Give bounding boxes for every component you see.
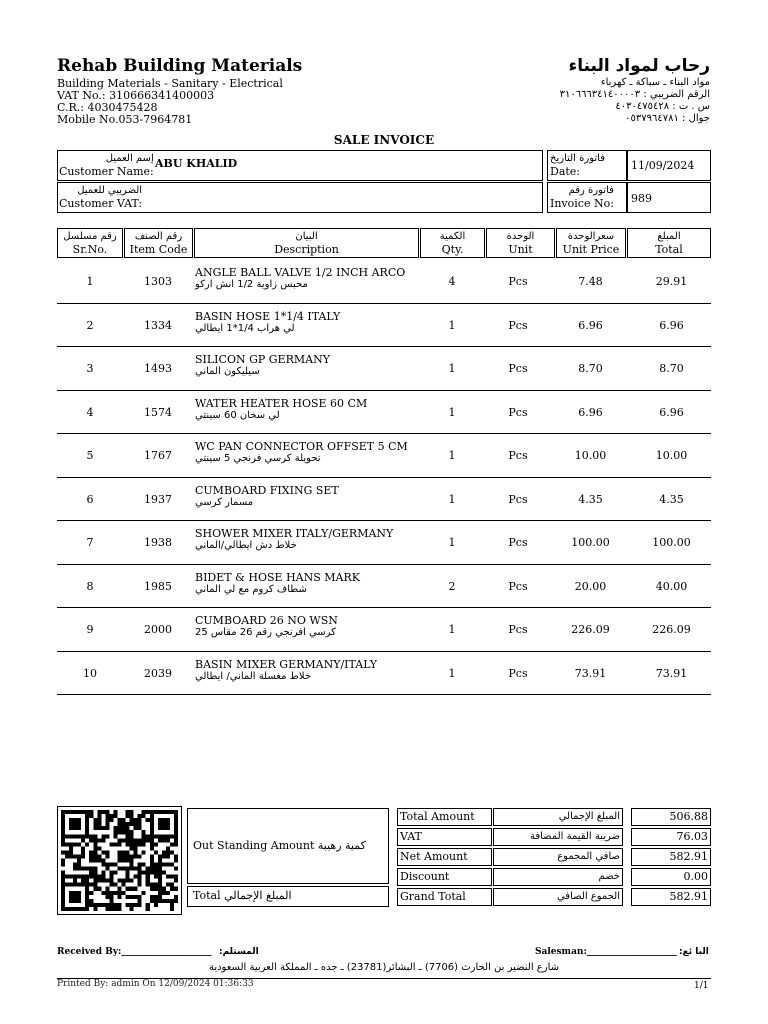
row-total: 73.91 — [655, 666, 688, 680]
row-sr-no: 3 — [86, 362, 94, 375]
row-qty: 2 — [448, 579, 456, 593]
salesman-field: Salesman:____________________ — [535, 947, 677, 957]
row-sr-no: 1 — [86, 275, 94, 288]
row-item-code: 1985 — [144, 579, 172, 593]
row-description-ar: خلاط مغسلة الماني/ ايطالي — [195, 670, 312, 682]
row-unit: Pcs — [508, 449, 528, 462]
row-unit-price: 4.35 — [578, 492, 603, 506]
row-description — [195, 353, 445, 377]
company-activity-ar: مواد البناء ـ سباكة ـ كهرباء — [600, 77, 710, 88]
summary-label-ar: المبلغ الإجمالي — [493, 808, 623, 826]
summary-label-en: VAT — [397, 828, 492, 846]
col-header-total — [627, 228, 711, 258]
row-description-ar: كرسي افرنجي رقم 26 مقاس 25 — [195, 627, 336, 638]
row-unit-price: 226.09 — [571, 623, 610, 636]
row-total: 40.00 — [655, 579, 688, 593]
row-qty: 1 — [448, 449, 456, 462]
row-qty: 1 — [448, 666, 456, 680]
salesman-label-ar: البا ئع: — [679, 947, 709, 957]
invoice-no-label-ar: فاتورة رقم — [568, 185, 614, 196]
table-row — [57, 478, 711, 522]
row-qty: 1 — [448, 362, 456, 375]
summary-label-en: Discount — [397, 868, 492, 886]
row-total: 10.00 — [655, 449, 688, 462]
col-header-item-code — [124, 228, 193, 258]
row-description — [195, 571, 445, 595]
col-header-srno-en: Sr.No. — [72, 243, 108, 256]
summary-label-ar: خصم — [493, 868, 623, 886]
row-description — [195, 266, 445, 290]
row-item-code: 1767 — [144, 449, 172, 462]
col-header-qty-ar: الكمية — [439, 231, 466, 242]
summary-value: 582.91 — [631, 888, 711, 906]
invoice-date: 11/09/2024 — [631, 159, 695, 172]
row-sr-no: 9 — [86, 623, 94, 636]
col-header-total-ar: المبلغ — [657, 231, 681, 242]
table-row — [57, 434, 711, 478]
qr-code-frame — [57, 806, 182, 915]
row-sr-no: 8 — [86, 579, 94, 593]
row-total: 4.35 — [659, 492, 684, 506]
row-description — [195, 397, 445, 421]
col-header-unit — [486, 228, 555, 258]
row-unit: Pcs — [508, 623, 528, 636]
col-header-item-code-ar: رقم الصنف — [134, 231, 183, 242]
row-qty: 4 — [448, 275, 456, 288]
company-activity-en: Building Materials - Sanitary - Electrical — [57, 77, 283, 90]
col-header-srno-ar: رقم مسلسل — [63, 231, 117, 242]
row-total: 6.96 — [659, 405, 684, 419]
date-label-ar: فاتورة التاريخ — [550, 153, 605, 164]
invoice-no-value-box — [627, 182, 711, 213]
received-by-label-ar: المستلم: — [219, 947, 259, 957]
row-sr-no: 2 — [86, 318, 94, 332]
col-header-qty — [420, 228, 485, 258]
row-description — [195, 658, 445, 682]
col-header-total-en: Total — [655, 243, 683, 256]
outstanding-amount-label: Out Standing Amount كمية رهيبة — [193, 839, 366, 852]
row-unit: Pcs — [508, 318, 528, 332]
row-unit-price: 10.00 — [574, 449, 607, 462]
customer-vat-label-ar: الضريبي للعميل — [77, 185, 143, 196]
row-qty: 1 — [448, 405, 456, 419]
row-description — [195, 440, 445, 464]
row-description-en: SHOWER MIXER ITALY/GERMANY — [195, 527, 394, 540]
col-header-description-en: Description — [274, 243, 339, 256]
row-total: 6.96 — [659, 318, 684, 332]
summary-value: 506.88 — [631, 808, 711, 826]
row-item-code: 2000 — [144, 623, 172, 636]
printed-by: Printed By: admin On 12/09/2024 01:36:33 — [57, 979, 254, 989]
col-header-item-code-en: Item Code — [129, 243, 188, 256]
table-row — [57, 304, 711, 348]
col-header-description-ar: البيان — [295, 231, 318, 242]
company-cr-ar: س . ت : ٤٠٣٠٤٧٥٤٢٨ — [615, 101, 710, 112]
row-unit: Pcs — [508, 362, 528, 375]
row-sr-no: 6 — [86, 492, 94, 506]
row-unit-price: 20.00 — [574, 579, 607, 593]
customer-name-label-ar: إسم العميل — [105, 153, 154, 164]
company-mobile-en: Mobile No.053-7964781 — [57, 113, 193, 126]
table-row — [57, 391, 711, 435]
page-title: SALE INVOICE — [333, 133, 435, 147]
qr-code-icon — [61, 810, 178, 911]
row-unit-price: 6.96 — [578, 318, 603, 332]
outstanding-total-box — [187, 886, 389, 907]
row-total: 29.91 — [655, 275, 688, 288]
row-description-en: BIDET & HOSE HANS MARK — [195, 570, 360, 584]
row-sr-no: 4 — [86, 405, 94, 419]
date-label-en: Date: — [550, 165, 581, 178]
summary-label-ar: ضريبة القيمة المضافة — [493, 828, 623, 846]
row-unit: Pcs — [508, 536, 528, 549]
row-qty: 1 — [448, 536, 456, 549]
col-header-unit-price — [556, 228, 626, 258]
row-unit-price: 8.70 — [578, 362, 603, 375]
page-number: 1/1 — [694, 981, 709, 991]
row-qty: 1 — [448, 318, 456, 332]
row-unit-price: 100.00 — [571, 536, 610, 549]
table-row — [57, 565, 711, 609]
row-item-code: 1493 — [144, 362, 172, 375]
company-name-ar: رحاب لمواد البناء — [568, 56, 710, 76]
row-total: 226.09 — [652, 623, 691, 636]
date-label-box — [547, 150, 627, 181]
customer-name-label — [59, 152, 154, 178]
summary-value: 76.03 — [631, 828, 711, 846]
company-vat-ar: الرقم الضريبي : ٣١٠٦٦٦٣٤١٤٠٠٠٠٣ — [559, 89, 710, 100]
col-header-unit-en: Unit — [508, 243, 533, 256]
row-total: 8.70 — [659, 362, 684, 375]
table-row — [57, 608, 711, 652]
row-description — [195, 614, 445, 638]
summary-value: 0.00 — [631, 868, 711, 886]
row-description-en: WC PAN CONNECTOR OFFSET 5 CM — [195, 440, 408, 453]
row-unit: Pcs — [508, 405, 528, 419]
row-unit: Pcs — [508, 666, 528, 680]
customer-name-label-en: Customer Name: — [59, 165, 154, 178]
summary-label-en: Grand Total — [397, 888, 492, 906]
col-header-srno — [57, 228, 123, 258]
row-description-en: BASIN HOSE 1*1/4 ITALY — [195, 309, 341, 323]
row-description-en: CUMBOARD FIXING SET — [195, 483, 339, 497]
row-item-code: 1334 — [144, 318, 172, 332]
row-description-ar: لي سخان 60 سينتي — [195, 409, 280, 421]
row-description — [195, 527, 445, 551]
received-by-field: Received By:____________________ — [57, 947, 212, 957]
customer-name-box — [57, 150, 543, 181]
row-unit: Pcs — [508, 492, 528, 506]
col-header-qty-en: Qty. — [441, 243, 464, 256]
row-item-code: 1574 — [144, 405, 172, 419]
col-header-description — [194, 228, 419, 258]
row-description-en: ANGLE BALL VALVE 1/2 INCH ARCO — [195, 266, 406, 279]
summary-label-en: Net Amount — [397, 848, 492, 866]
table-row — [57, 652, 711, 696]
col-header-unit-price-ar: سعرالوحدة — [567, 231, 615, 242]
company-vat-en: VAT No.: 310666341400003 — [57, 89, 215, 102]
row-unit: Pcs — [508, 275, 528, 288]
row-item-code: 1938 — [144, 536, 172, 549]
row-item-code: 1937 — [144, 492, 172, 506]
customer-vat-label-en: Customer VAT: — [59, 197, 143, 210]
company-cr-en: C.R.: 4030475428 — [57, 101, 158, 114]
row-description-ar: سيليكون الماني — [195, 366, 260, 377]
table-row — [57, 260, 711, 304]
row-total: 100.00 — [652, 536, 691, 549]
invoice-no-label-box — [547, 182, 627, 213]
outstanding-amount-box — [187, 808, 389, 884]
row-unit: Pcs — [508, 579, 528, 593]
row-sr-no: 7 — [86, 536, 94, 549]
row-description-ar: شطاف كروم مع لي الماني — [195, 583, 307, 595]
row-description-en: CUMBOARD 26 NO WSN — [195, 614, 338, 627]
row-sr-no: 10 — [83, 666, 97, 680]
row-description-en: BASIN MIXER GERMANY/ITALY — [195, 657, 378, 671]
company-mobile-ar: جوال : ٠٥٣٧٩٦٤٧٨١ — [625, 113, 710, 124]
customer-name-value: ABU KHALID — [155, 157, 238, 170]
row-description-ar: خلاط دش ايطالي/الماني — [195, 540, 297, 551]
row-description-ar: لي هراب 1/4*1 ايطالي — [195, 322, 295, 334]
outstanding-total-label: Total المبلغ الإجمالي — [193, 889, 292, 902]
invoice-no-label-en: Invoice No: — [550, 197, 614, 210]
row-description-en: WATER HEATER HOSE 60 CM — [195, 396, 368, 410]
summary-label-ar: الجموع الصافي — [493, 888, 623, 906]
row-unit-price: 6.96 — [578, 405, 603, 419]
row-description — [195, 310, 445, 334]
summary-label-ar: صافي المجموع — [493, 848, 623, 866]
row-item-code: 2039 — [144, 666, 172, 680]
table-row — [57, 521, 711, 565]
company-name-en: Rehab Building Materials — [57, 56, 303, 76]
summary-value: 582.91 — [631, 848, 711, 866]
row-description — [195, 484, 445, 508]
company-address-ar: شارع النضير بن الحارث (7706) ـ البشائر(23781) ـ جده ـ المملكة العربية السعودية — [208, 962, 560, 973]
row-item-code: 1303 — [144, 275, 172, 288]
customer-vat-box — [57, 182, 543, 213]
row-description-en: SILICON GP GERMANY — [195, 353, 330, 366]
invoice-number: 989 — [631, 192, 652, 205]
summary-label-en: Total Amount — [397, 808, 492, 826]
row-description-ar: تحويلة كرسي فرنجي 5 سينتي — [195, 453, 321, 464]
table-row — [57, 347, 711, 391]
row-qty: 1 — [448, 492, 456, 506]
row-description-ar: محبس زاوية 1/2 انش اركو — [195, 279, 308, 290]
row-sr-no: 5 — [86, 449, 94, 462]
col-header-unit-ar: الوحدة — [506, 231, 535, 242]
date-value-box — [627, 150, 711, 181]
row-description-ar: مسمار كرسي — [195, 496, 254, 508]
row-unit-price: 73.91 — [574, 666, 607, 680]
row-qty: 1 — [448, 623, 456, 636]
row-unit-price: 7.48 — [578, 275, 603, 288]
col-header-unit-price-en: Unit Price — [562, 243, 620, 256]
